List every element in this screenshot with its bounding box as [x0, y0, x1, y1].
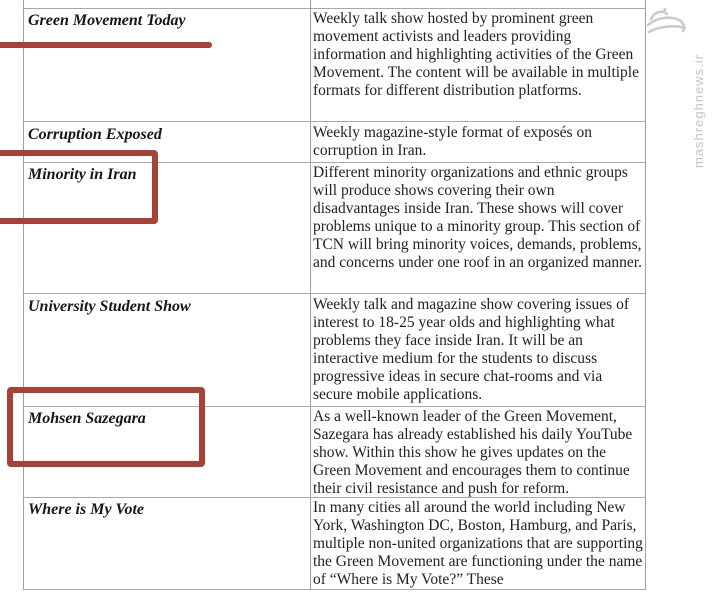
table-column-divider: [310, 0, 311, 590]
program-name-mohsen-sazegara: Mohsen Sazegara: [28, 410, 146, 427]
red-box-annotation-sazegara: [7, 387, 205, 467]
program-name-corruption-exposed: Corruption Exposed: [28, 126, 162, 143]
program-description: Weekly talk show hosted by prominent green movement activists and leaders providing information and highlighting activities of the Green Movement. The content will be available in multiple formats for different distribution platforms.: [313, 10, 639, 99]
program-name-green-movement-today: Green Movement Today: [28, 12, 186, 29]
table-row-line-top: [23, 8, 646, 9]
program-name-minority-in-iran: Minority in Iran: [28, 166, 137, 183]
program-name-university-student-show: University Student Show: [28, 298, 191, 315]
program-description: Weekly magazine-style format of exposés on corruption in Iran.: [313, 124, 592, 159]
mashregh-calligraphy-logo-icon: [644, 6, 690, 48]
table-border-left: [23, 0, 24, 590]
red-underline-annotation: [0, 42, 212, 48]
program-description: Weekly talk and magazine show covering issues of interest to 18-25 year olds and highlighting what problems they face inside Iran. It will be an interactive medium for the students to discuss progressive ideas in secure chat-rooms and via secure mobile applications.: [313, 296, 629, 403]
program-description: As a well-known leader of the Green Movement, Sazegara has already established his daily YouTube show. Within this show he gives updates on the Green Movement and encourages them to continue their civil resistance and push for reform.: [313, 408, 633, 497]
watermark-site-text: mashreghnews.ir: [691, 54, 706, 168]
program-name-where-is-my-vote: Where is My Vote: [28, 501, 144, 518]
table-row-line-1: [23, 121, 646, 122]
table-row-line-bottom: [23, 589, 646, 590]
table-row-line-3: [23, 293, 646, 294]
red-box-annotation-minority: [0, 150, 158, 224]
table-border-right: [645, 0, 646, 590]
program-description: In many cities all around the world including New York, Washington DC, Boston, Hamburg, and Paris, multiple non-united organizations that are supporting the Green Movement are functioning under the name of “Where is My Vote?” These: [313, 499, 643, 588]
program-description: Different minority organizations and ethnic groups will produce shows covering their own disadvantages inside Iran. These shows will cover problems unique to a minority group. This section of TCN will bring minority voices, demands, problems, and concerns under one roof in an organized manner.: [313, 164, 642, 271]
